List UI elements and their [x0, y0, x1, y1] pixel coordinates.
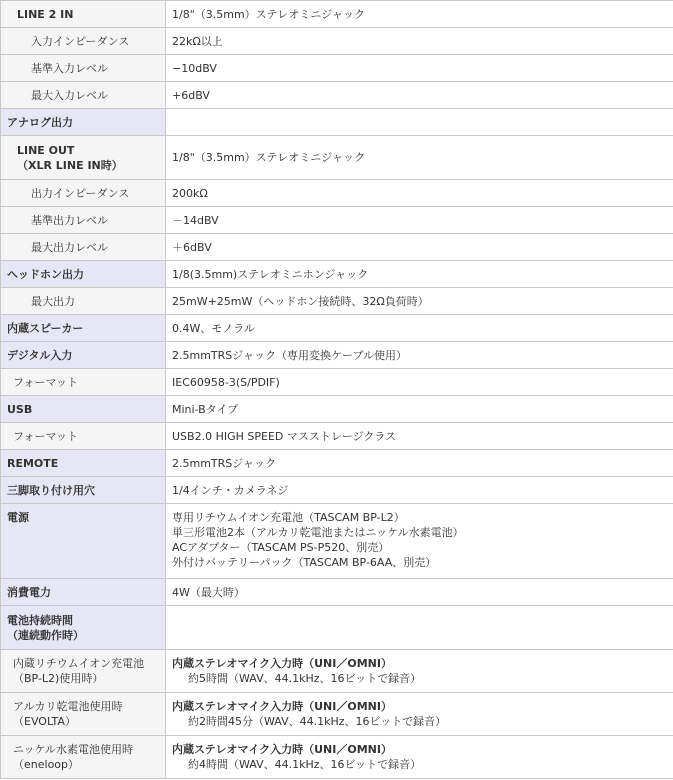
section-label	[1, 450, 166, 477]
row-label	[1, 1, 166, 28]
label-text: アナログ出力	[7, 115, 73, 129]
label-text: 最大入力レベル	[31, 88, 108, 102]
spec-row-headphone-out	[1, 261, 673, 288]
row-label	[1, 234, 166, 261]
row-value	[166, 423, 673, 450]
value-text: 25mW+25mW（ヘッドホン接続時、32Ω負荷時）	[172, 294, 429, 308]
value-line: 外付けバッテリーパック（TASCAM BP-6AA、別売）	[172, 556, 437, 569]
value-text: Mini-Bタイプ	[172, 402, 239, 416]
row-value	[166, 288, 673, 315]
row-label	[1, 369, 166, 396]
spec-row-power	[1, 504, 673, 579]
spec-row-speaker	[1, 315, 673, 342]
label-text: ヘッドホン出力	[7, 267, 84, 281]
value-text: 1/8(3.5mm)ステレオミニホンジャック	[172, 267, 369, 281]
row-label	[1, 423, 166, 450]
value-text: 1/4インチ・カメラネジ	[172, 483, 289, 497]
label-text: アルカリ乾電池使用時	[13, 700, 123, 713]
spec-row-max-input-level	[1, 82, 673, 109]
section-label	[1, 477, 166, 504]
row-value	[166, 396, 673, 423]
label-text: 電源	[7, 511, 29, 524]
spec-row-usb-format	[1, 423, 673, 450]
label-text: フォーマット	[13, 375, 79, 389]
value-text: 1/8"（3.5mm）ステレオミニジャック	[172, 151, 366, 164]
label-text: 電池持続時間	[7, 613, 73, 627]
row-value	[166, 234, 673, 261]
row-value	[166, 28, 673, 55]
row-value	[166, 109, 673, 136]
value-heading: 内蔵ステレオマイク入力時（UNI／OMNI）	[172, 743, 392, 756]
spec-row-output-impedance	[1, 180, 673, 207]
row-label	[1, 136, 166, 180]
spec-row-line-out	[1, 136, 673, 180]
section-label	[1, 579, 166, 606]
row-value	[166, 180, 673, 207]
spec-row-usb	[1, 396, 673, 423]
row-value	[166, 315, 673, 342]
row-label	[1, 180, 166, 207]
spec-row-tripod	[1, 477, 673, 504]
row-label	[1, 28, 166, 55]
row-value	[166, 342, 673, 369]
spec-row-input-impedance	[1, 28, 673, 55]
row-label	[1, 55, 166, 82]
value-text: 4W（最大時）	[172, 585, 245, 599]
value-text: 22kΩ以上	[172, 34, 223, 48]
section-label	[1, 396, 166, 423]
label-text: 内蔵スピーカー	[7, 321, 84, 335]
label-text: （eneloop）	[13, 758, 80, 771]
row-value	[166, 1, 673, 28]
spec-row-battery-liion	[1, 650, 673, 693]
row-value	[166, 650, 673, 693]
label-text: LINE OUT	[17, 143, 75, 157]
row-value	[166, 450, 673, 477]
row-value	[166, 261, 673, 288]
value-text: USB2.0 HIGH SPEED マスストレージクラス	[172, 429, 397, 443]
spec-row-battery-nimh	[1, 736, 673, 779]
row-value	[166, 369, 673, 396]
value-text: −10dBV	[172, 61, 217, 75]
value-text: +6dBV	[172, 88, 210, 102]
value-text: 2.5mmTRSジャック	[172, 456, 277, 470]
spec-row-battery-life	[1, 606, 673, 650]
spec-row-digital-format	[1, 369, 673, 396]
row-value	[166, 207, 673, 234]
row-value	[166, 579, 673, 606]
value-line: 約2時間45分（WAV、44.1kHz、16ビットで録音）	[188, 715, 447, 728]
section-label	[1, 606, 166, 650]
row-value	[166, 55, 673, 82]
spec-row-ref-output-level	[1, 207, 673, 234]
label-text: 最大出力	[31, 294, 75, 308]
row-value	[166, 693, 673, 736]
spec-row-line2-in	[1, 1, 673, 28]
spec-row-analog-out	[1, 109, 673, 136]
row-label	[1, 288, 166, 315]
section-label	[1, 342, 166, 369]
row-value	[166, 504, 673, 579]
value-heading: 内蔵ステレオマイク入力時（UNI／OMNI）	[172, 700, 392, 713]
value-line: 専用リチウムイオン充電池（TASCAM BP-L2）	[172, 511, 405, 524]
section-label	[1, 315, 166, 342]
value-text: 0.4W、モノラル	[172, 321, 255, 335]
label-text: 基準出力レベル	[31, 213, 108, 227]
value-text: IEC60958-3(S/PDIF)	[172, 375, 280, 389]
label-text: 内蔵リチウムイオン充電池	[13, 657, 145, 670]
value-text: －14dBV	[172, 213, 219, 227]
label-text: 三脚取り付け用穴	[7, 483, 95, 497]
label-text: USB	[7, 402, 33, 416]
label-text: REMOTE	[7, 456, 59, 470]
value-text: ＋6dBV	[172, 240, 212, 254]
row-value	[166, 477, 673, 504]
label-text: （連続動作時）	[7, 628, 84, 642]
spec-row-battery-alkaline	[1, 693, 673, 736]
label-text: 最大出力レベル	[31, 240, 108, 254]
section-label	[1, 261, 166, 288]
row-label	[1, 650, 166, 693]
row-label	[1, 693, 166, 736]
row-value	[166, 736, 673, 779]
spec-row-power-consumption	[1, 579, 673, 606]
spec-row-ref-input-level	[1, 55, 673, 82]
row-value	[166, 82, 673, 109]
row-value	[166, 606, 673, 650]
label-text: 入力インピーダンス	[31, 34, 130, 48]
spec-row-digital-in	[1, 342, 673, 369]
label-text: LINE 2 IN	[17, 7, 74, 21]
spec-row-max-output-level	[1, 234, 673, 261]
value-text: 1/8"（3.5mm）ステレオミニジャック	[172, 7, 366, 21]
row-value	[166, 136, 673, 180]
label-text: 出力インピーダンス	[31, 186, 130, 200]
value-line: ACアダプター（TASCAM PS-P520、別売）	[172, 541, 390, 554]
row-label	[1, 736, 166, 779]
label-text: デジタル入力	[7, 348, 73, 362]
value-text: 2.5mmTRSジャック（専用変換ケーブル使用）	[172, 348, 408, 362]
label-text: （XLR LINE IN時）	[17, 158, 123, 172]
label-text: 消費電力	[7, 585, 51, 599]
label-text: フォーマット	[13, 429, 79, 443]
label-text: （EVOLTA）	[13, 715, 76, 728]
section-label	[1, 109, 166, 136]
section-label	[1, 504, 166, 579]
row-label	[1, 82, 166, 109]
value-heading: 内蔵ステレオマイク入力時（UNI／OMNI）	[172, 657, 392, 670]
row-label	[1, 207, 166, 234]
spec-row-remote	[1, 450, 673, 477]
value-line: 約4時間（WAV、44.1kHz、16ビットで録音）	[188, 758, 422, 771]
label-text: 基準入力レベル	[31, 61, 108, 75]
label-text: ニッケル水素電池使用時	[13, 743, 134, 756]
value-line: 約5時間（WAV、44.1kHz、16ビットで録音）	[188, 672, 422, 685]
value-text: 200kΩ	[172, 186, 208, 200]
label-text: （BP-L2)使用時）	[13, 672, 104, 685]
value-line: 単三形電池2本（アルカリ乾電池またはニッケル水素電池）	[172, 526, 464, 539]
spec-row-max-output	[1, 288, 673, 315]
